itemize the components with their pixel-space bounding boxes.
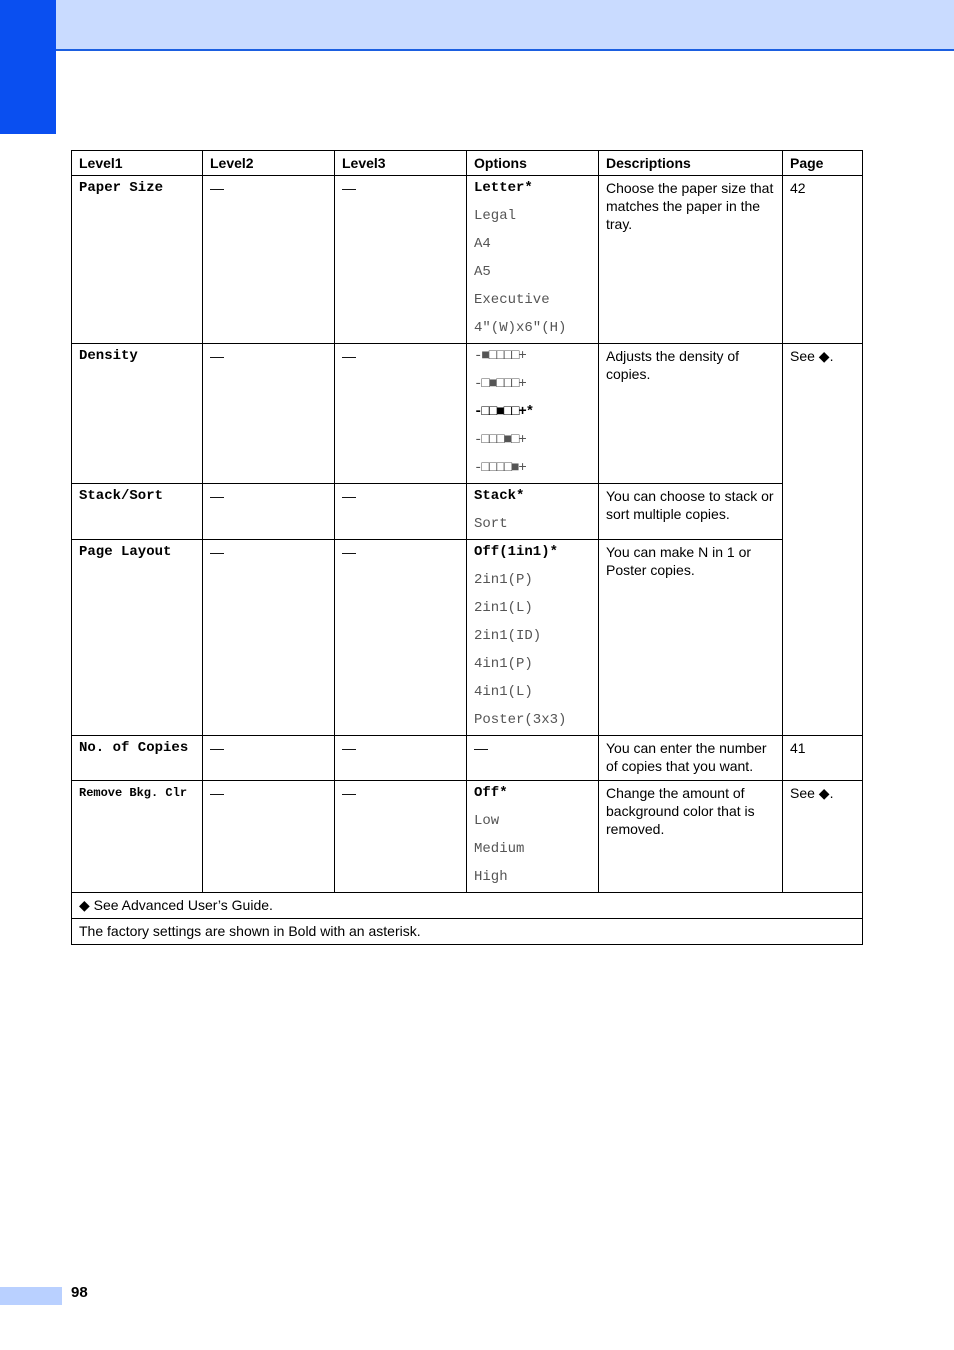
footnote-factory-settings: The factory settings are shown in Bold with an asterisk.: [72, 919, 863, 945]
level3-cell: —: [335, 781, 467, 893]
footnote-row: [72, 919, 863, 945]
level1-cell: Paper Size: [72, 176, 203, 344]
level1-cell: No. of Copies: [72, 736, 203, 781]
options-cell: [467, 540, 599, 736]
level1-cell: Stack/Sort: [72, 484, 203, 540]
table-row: [72, 781, 863, 893]
header-level3: Level3: [335, 151, 467, 176]
option-default: Off(1in1)*: [474, 544, 559, 560]
option: A5: [474, 264, 491, 280]
option: Executive: [474, 292, 550, 308]
header-options: Options: [467, 151, 599, 176]
option: 2in1(P): [474, 572, 533, 588]
level2-cell: —: [203, 781, 335, 893]
level1-cell: Density: [72, 344, 203, 484]
level3-cell: —: [335, 736, 467, 781]
level3-cell: —: [335, 176, 467, 344]
option-default: -□□■□□+*: [474, 404, 534, 420]
option: 4in1(P): [474, 656, 533, 672]
option-default: Letter*: [474, 180, 533, 196]
options-cell: [467, 484, 599, 540]
footnote-row: [72, 893, 863, 919]
option: Sort: [474, 516, 508, 532]
option: 2in1(ID): [474, 628, 542, 644]
description-cell: Adjusts the density of copies.: [599, 344, 783, 484]
options-cell: —: [467, 736, 599, 781]
options-cell: [467, 781, 599, 893]
option: Medium: [474, 841, 525, 857]
page-cell: See ◆.: [783, 781, 863, 893]
option: Low: [474, 813, 500, 829]
level3-cell: —: [335, 344, 467, 484]
description-cell: You can choose to stack or sort multiple copies.: [599, 484, 783, 540]
option: -■□□□□+: [474, 348, 526, 364]
table-header-row: [72, 151, 863, 176]
page-number: 98: [71, 1284, 88, 1301]
options-cell: [467, 344, 599, 484]
footnote-advanced-guide: ◆ See Advanced User’s Guide.: [72, 893, 863, 919]
description-cell: You can enter the number of copies that you want.: [599, 736, 783, 781]
menu-table: [71, 150, 863, 945]
header-page: Page: [783, 151, 863, 176]
option: -□□□□■+: [474, 460, 526, 476]
level2-cell: —: [203, 540, 335, 736]
page-number-tab: [0, 1287, 62, 1305]
level2-cell: —: [203, 484, 335, 540]
header-descriptions: Descriptions: [599, 151, 783, 176]
level1-cell: Remove Bkg. Clr: [72, 781, 203, 893]
option: 4in1(L): [474, 684, 533, 700]
page-cell: See ◆.: [783, 344, 863, 736]
level3-cell: —: [335, 484, 467, 540]
table-row: [72, 736, 863, 781]
description-cell: Change the amount of background color that is removed.: [599, 781, 783, 893]
level3-cell: —: [335, 540, 467, 736]
description-cell: You can make N in 1 or Poster copies.: [599, 540, 783, 736]
option: -□□□■□+: [474, 432, 526, 448]
option: Legal: [474, 208, 517, 224]
option: High: [474, 869, 508, 885]
header-level1: Level1: [72, 151, 203, 176]
header-level2: Level2: [203, 151, 335, 176]
header-band: [56, 0, 954, 51]
table-row: [72, 484, 863, 540]
chapter-tab: [0, 0, 56, 134]
option: 2in1(L): [474, 600, 533, 616]
option: Poster(3x3): [474, 712, 567, 728]
table-row: [72, 540, 863, 736]
table-row: [72, 344, 863, 484]
level2-cell: —: [203, 176, 335, 344]
page-cell: 41: [783, 736, 863, 781]
option-default: Stack*: [474, 488, 525, 504]
level1-cell: Page Layout: [72, 540, 203, 736]
option: A4: [474, 236, 491, 252]
level2-cell: —: [203, 736, 335, 781]
table-row: [72, 176, 863, 344]
level2-cell: —: [203, 344, 335, 484]
description-cell: Choose the paper size that matches the paper in the tray.: [599, 176, 783, 344]
page-cell: 42: [783, 176, 863, 344]
options-cell: [467, 176, 599, 344]
option-default: Off*: [474, 785, 508, 801]
option: -□■□□□+: [474, 376, 526, 392]
option: 4"(W)x6"(H): [474, 320, 567, 336]
